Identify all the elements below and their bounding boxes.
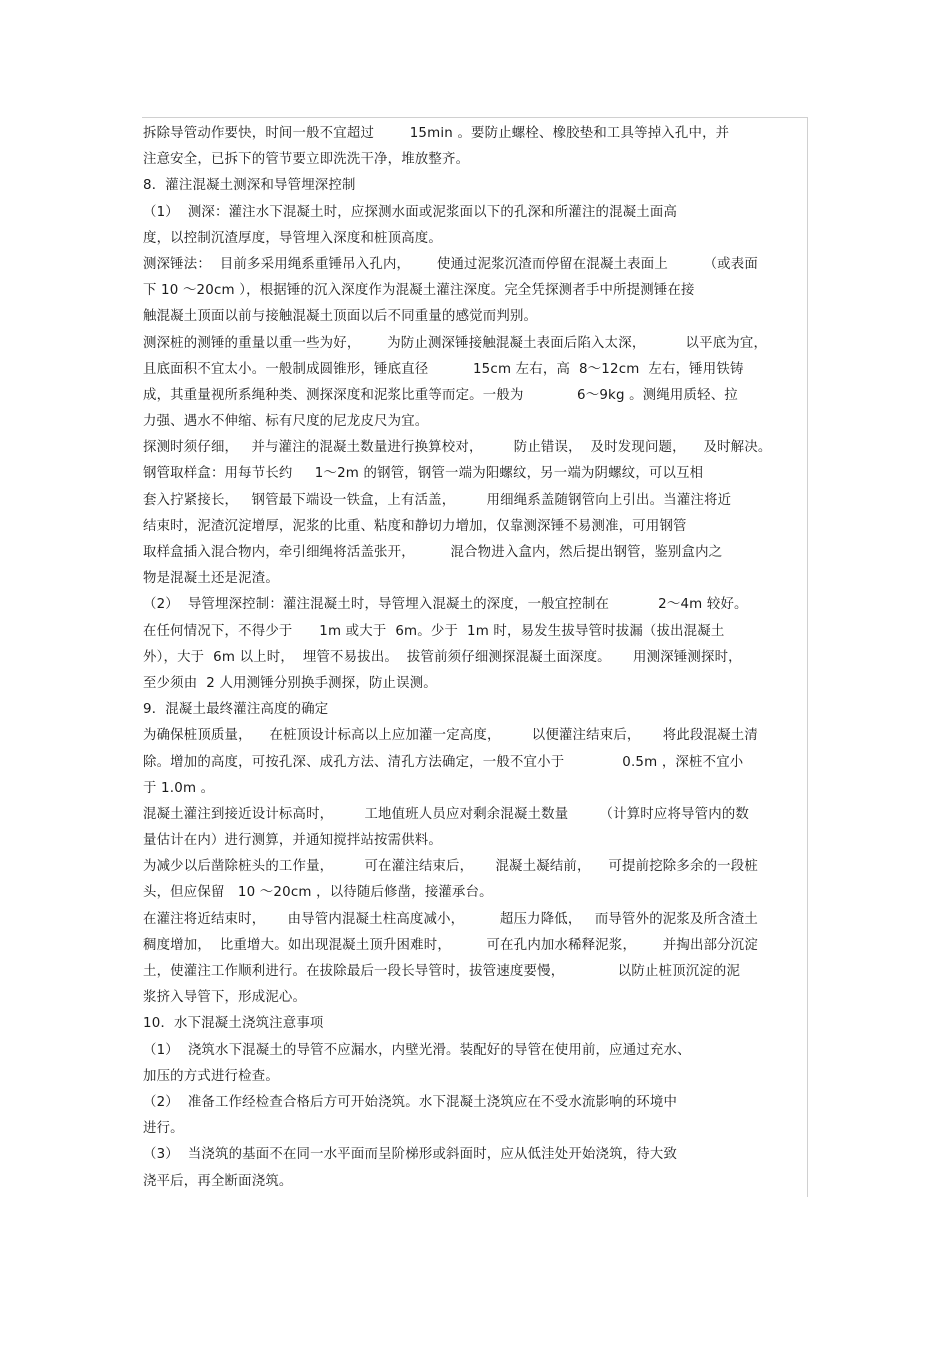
text-line: 加压的方式进行检查。 bbox=[143, 1068, 279, 1084]
section-heading: 8．灌注混凝土测深和导管埋深控制 bbox=[143, 178, 356, 194]
text-line: 土，使灌注工作顺利进行。在拔除最后一段长导管时，拔管速度要慢， 以防止桩顶沉淀的泥 bbox=[143, 964, 741, 979]
text-line: （1） 测深：灌注水下混凝土时，应探测水面或泥浆面以下的孔深和所灌注的混凝土面高 bbox=[143, 204, 678, 220]
text-line: 探测时须仔细， 并与灌注的混凝土数量进行换算校对， 防止错误， 及时发现问题， 及时解决。 bbox=[143, 440, 772, 456]
text-line: 取样盒插入混合物内，牵引细绳将活盖张开， 混合物进入盒内，然后提出钢管，鉴别盒内之 bbox=[143, 545, 723, 560]
text-line: 套入拧紧接长， 钢管最下端设一铁盒，上有活盖， 用细绳系盖随钢管向上引出。当灌注将近 bbox=[143, 492, 732, 508]
document-body bbox=[143, 121, 813, 1195]
page-border-top bbox=[142, 117, 808, 118]
text-line: 除。增加的高度，可按孔深、成孔方法、清孔方法确定，一般不宜小于 0.5m ，深桩不宜小 bbox=[143, 754, 744, 770]
text-line: 为减少以后凿除桩头的工作量， 可在灌注结束后， 混凝土凝结前， 可提前挖除多余的一段桩 bbox=[143, 859, 758, 875]
section-heading: 10．水下混凝土浇筑注意事项 bbox=[143, 1016, 324, 1032]
text-line: 测深锤法： 目前多采用绳系重锤吊入孔内， 使通过泥浆沉渣而停留在混凝土表面上 （或表面 bbox=[143, 256, 758, 272]
text-line: 测深桩的测锤的重量以重一些为好， 为防止测深锤接触混凝土表面后陷入太深， 以平底为宜， bbox=[143, 335, 768, 351]
text-line: 度，以控制沉渣厚度，导管埋入深度和桩顶高度。 bbox=[143, 230, 442, 246]
text-line: （2） 准备工作经检查合格后方可开始浇筑。水下混凝土浇筑应在不受水流影响的环境中 bbox=[143, 1094, 678, 1110]
text-line: （2） 导管埋深控制：灌注混凝土时，导管埋入混凝土的深度，一般宜控制在 2～4m 较好。 bbox=[143, 597, 748, 613]
text-line: 为确保桩顶质量， 在桩顶设计标高以上应加灌一定高度， 以便灌注结束后， 将此段混凝土清 bbox=[143, 728, 758, 744]
text-line: 头，但应保留 10 ～20cm ，以待随后修凿，接灌承台。 bbox=[143, 885, 493, 901]
text-line: （3） 当浇筑的基面不在同一水平面而呈阶梯形或斜面时，应从低洼处开始浇筑，待大致 bbox=[143, 1147, 678, 1163]
text-line: 物是混凝土还是泥渣。 bbox=[143, 571, 279, 587]
text-line: 且底面积不宜太小。一般制成圆锥形，锤底直径 15cm 左右，高 8～12cm 左右，锤用铁铸 bbox=[143, 361, 744, 377]
text-line: 至少须由 2 人用测锤分别换手测探，防止误测。 bbox=[143, 675, 437, 691]
text-line: 进行。 bbox=[143, 1121, 184, 1137]
text-line: 结束时，泥渣沉淀增厚，泥浆的比重、粘度和静切力增加，仅靠测深锤不易测准，可用钢管 bbox=[143, 518, 687, 534]
text-line: （1） 浇筑水下混凝土的导管不应漏水，内壁光滑。装配好的导管在使用前，应通过充水、 bbox=[143, 1042, 691, 1058]
text-line: 于 1.0m 。 bbox=[143, 780, 215, 796]
text-line: 外），大于 6m 以上时， 埋管不易拔出。 拔管前须仔细测探混凝土面深度。 用测深锤测探时， bbox=[143, 649, 742, 665]
text-line: 在任何情况下，不得少于 1m 或大于 6m。少于 1m 时，易发生拔导管时拔漏（拔出混凝土 bbox=[143, 623, 725, 639]
text-line: 稠度增加， 比重增大。如出现混凝土顶升困难时， 可在孔内加水稀释泥浆， 并掏出部分沉淀 bbox=[143, 937, 758, 953]
text-line: 注意安全，已拆下的管节要立即洗洗干净，堆放整齐。 bbox=[143, 152, 470, 168]
text-line: 力强、遇水不伸缩、标有尺度的尼龙皮尺为宜。 bbox=[143, 414, 429, 430]
text-line: 浇平后，再全断面浇筑。 bbox=[143, 1173, 293, 1189]
text-line: 下 10 ～20cm ），根据锤的沉入深度作为混凝土灌注深度。完全凭探测者手中所提测锤在接 bbox=[143, 283, 695, 299]
text-line: 在灌注将近结束时， 由导管内混凝土柱高度减小， 超压力降低， 而导管外的泥浆及所含渣土 bbox=[143, 911, 758, 927]
text-line: 混凝土灌注到接近设计标高时， 工地值班人员应对剩余混凝土数量 （计算时应将导管内的数 bbox=[143, 806, 750, 822]
text-line: 成，其重量视所系绳种类、测探深度和泥浆比重等而定。一般为 6～9kg 。测绳用质轻、拉 bbox=[143, 387, 738, 403]
text-line: 量估计在内）进行测算，并通知搅拌站按需供料。 bbox=[143, 833, 442, 849]
text-line: 触混凝土顶面以前与接触混凝土顶面以后不同重量的感觉而判别。 bbox=[143, 309, 538, 325]
section-heading: 9．混凝土最终灌注高度的确定 bbox=[143, 702, 329, 718]
text-line: 拆除导管动作要快，时间一般不宜超过 15min 。要防止螺栓、橡胶垫和工具等掉入孔中，并 bbox=[143, 126, 730, 141]
text-line: 钢管取样盒：用每节长约 1～2m 的钢管，钢管一端为阳螺纹，另一端为阴螺纹，可以互相 bbox=[143, 466, 704, 482]
text-line: 浆挤入导管下，形成泥心。 bbox=[143, 990, 307, 1006]
